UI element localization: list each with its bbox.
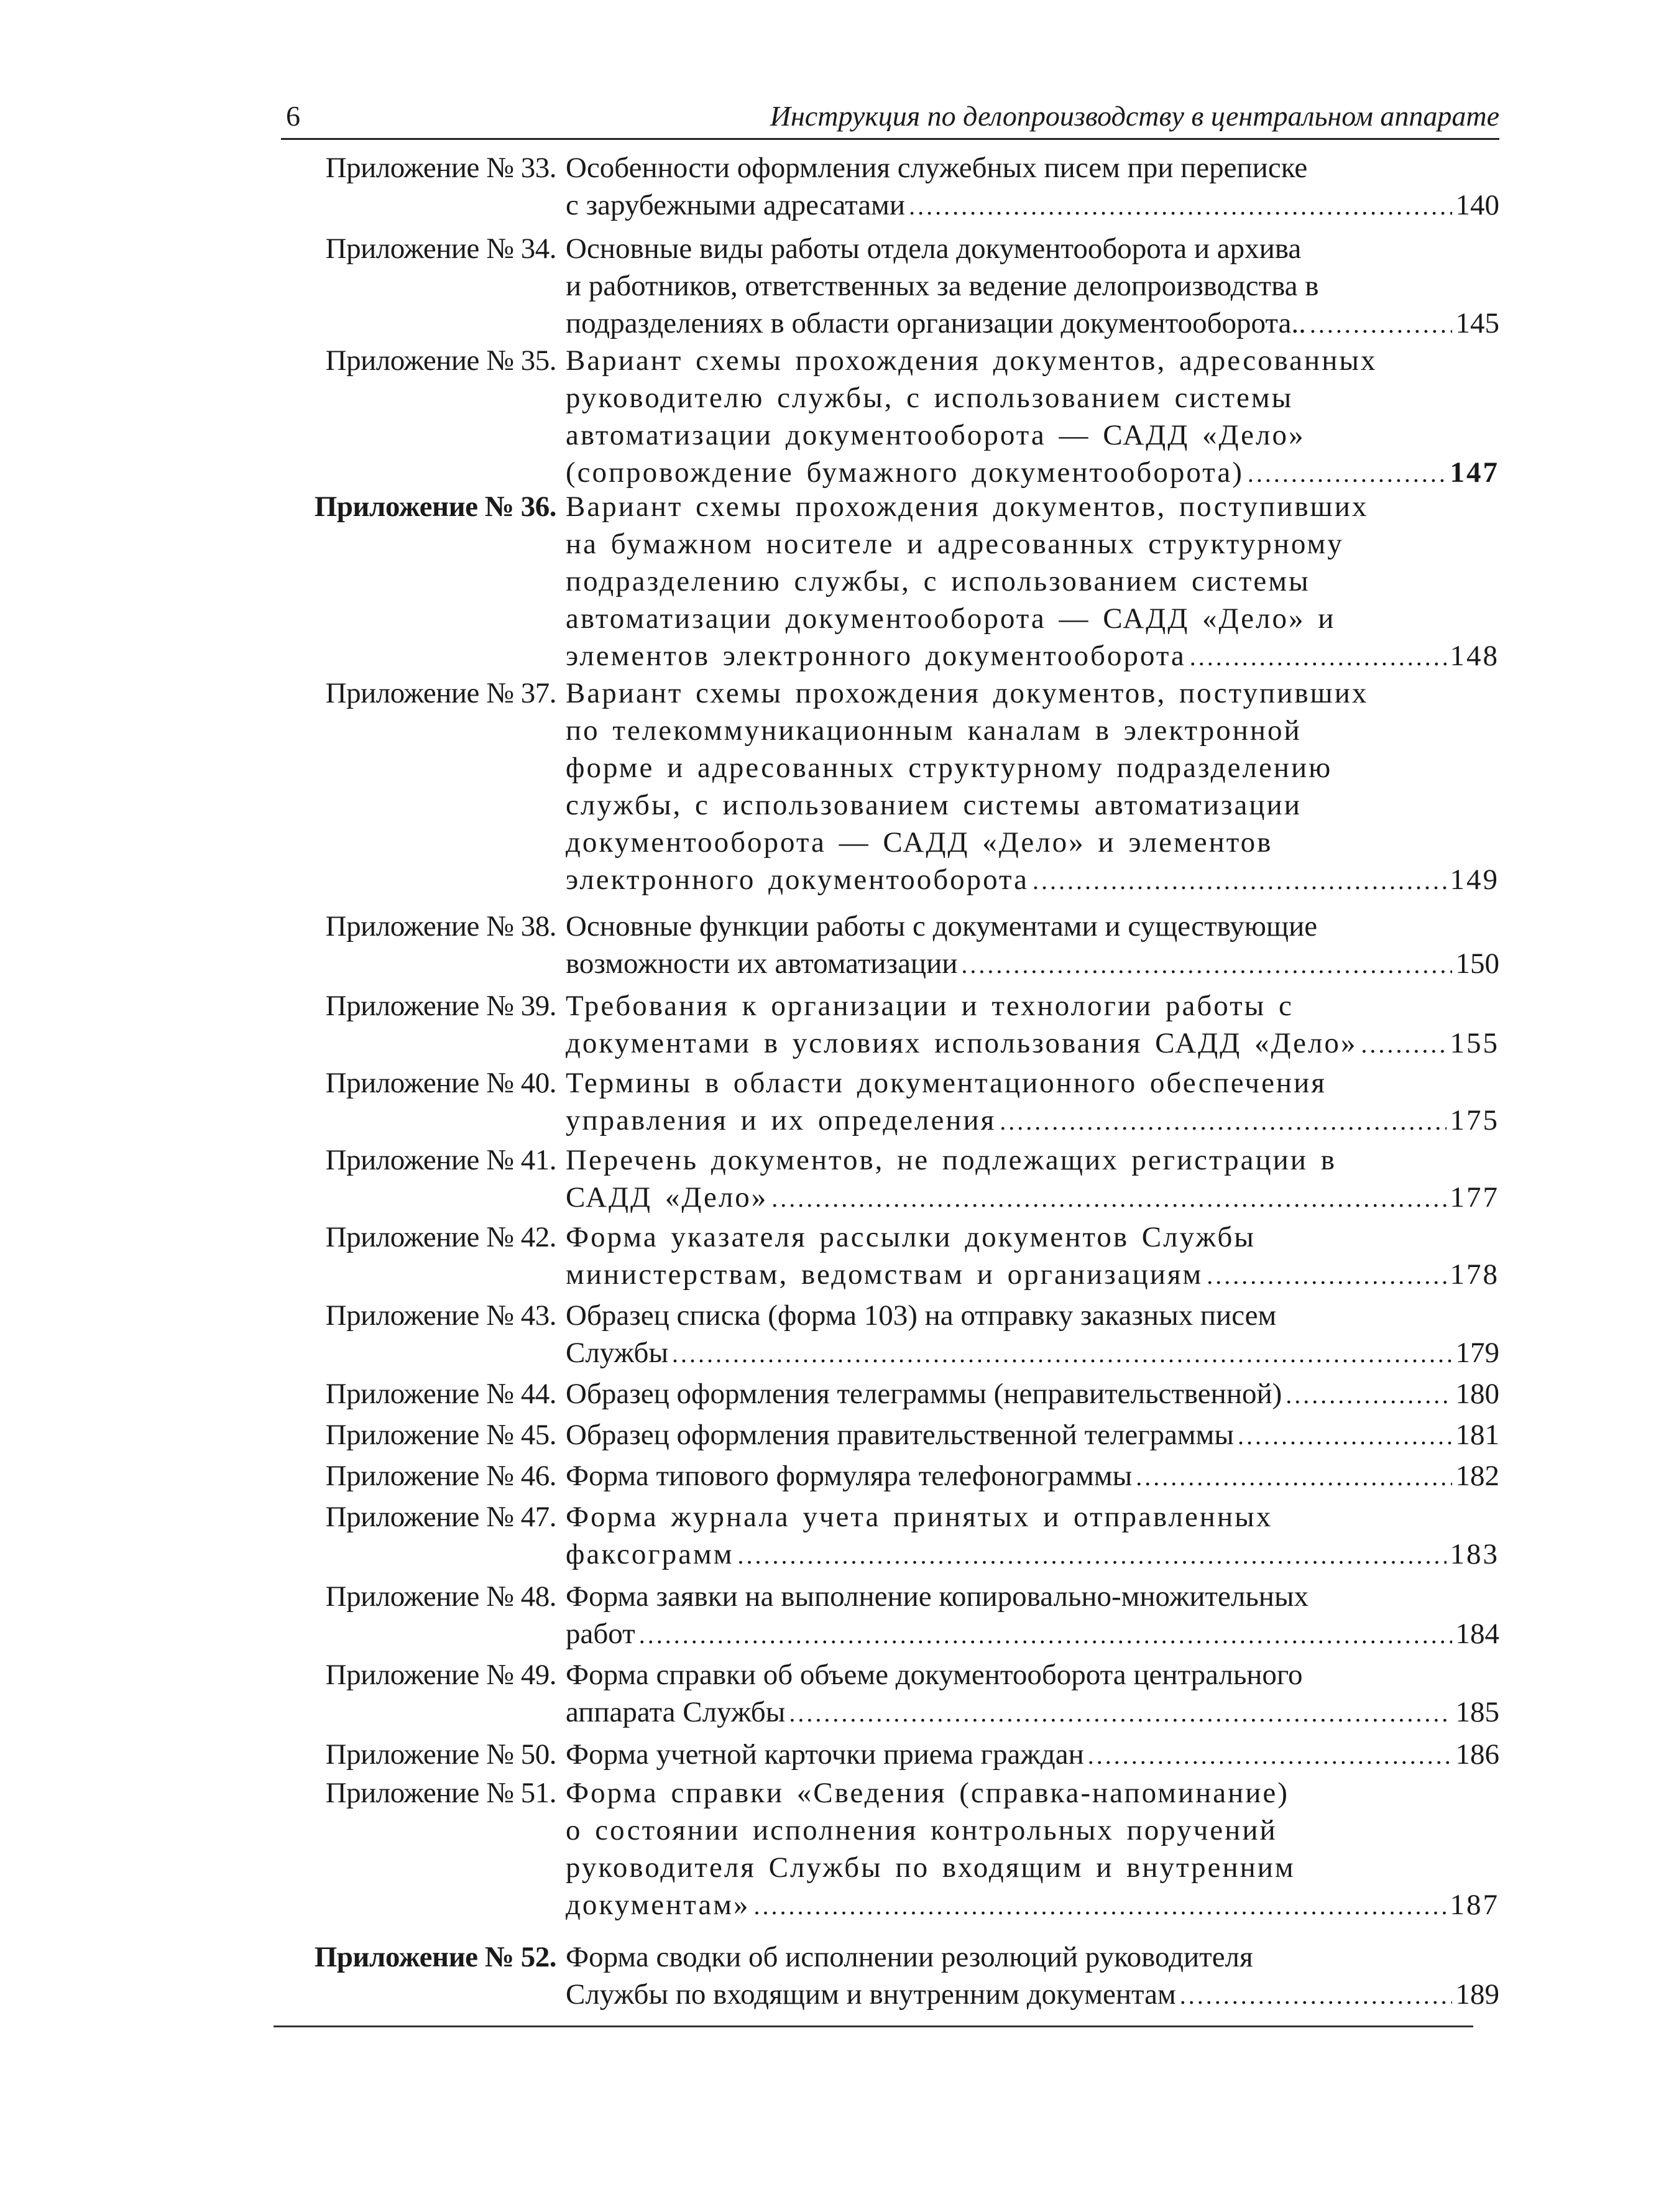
toc-entry-line: руководителя Службы по входящим и внутренним (566, 1851, 1295, 1884)
toc-entry-page-number: 184 (1455, 1618, 1499, 1650)
toc-entry (274, 342, 1499, 492)
toc-entry-page-number: 147 (1450, 456, 1499, 489)
toc-entry-label: Приложение № 40. (325, 1067, 556, 1099)
toc-entry-line: Требования к организации и технологии работы с (566, 990, 1294, 1022)
toc-entry-last-text: возможности их автоматизации (566, 947, 958, 980)
toc-entry-title (566, 1774, 1499, 1925)
toc-entry-last-text: с зарубежными адресатами (566, 189, 906, 221)
toc-entry-last-line (566, 1536, 1499, 1574)
toc-entry-page-number: 150 (1455, 947, 1499, 980)
dot-leader (789, 1695, 1451, 1732)
dot-leader (1180, 1977, 1452, 2014)
toc-entry-line: Вариант схемы прохождения документов, поступивших (566, 491, 1369, 523)
toc-entry-last-text: (сопровождение бумажного документооборота) (566, 456, 1244, 489)
toc-entry-line: Особенности оформления служебных писем при переписке (566, 152, 1308, 184)
toc-entry-line: автоматизации документооборота — САДД «Дело» и (566, 602, 1336, 635)
toc-entry-title (566, 488, 1499, 676)
toc-entry-last-text: Образец оформления телеграммы (неправительственной) (566, 1378, 1282, 1410)
toc-entry-line: автоматизации документооборота — САДД «Дело» (566, 419, 1305, 451)
toc-entry-label: Приложение № 47. (325, 1501, 556, 1533)
footer-rule (274, 2025, 1473, 2027)
toc-entry-page-number: 175 (1450, 1104, 1499, 1136)
toc-entry-line: Форма заявки на выполнение копировально-множительных (566, 1580, 1309, 1613)
toc-entry-last-line (566, 1334, 1499, 1373)
toc-entry-page-number: 179 (1455, 1337, 1499, 1369)
toc-entry-line: Форма указателя рассылки документов Службы (566, 1221, 1256, 1253)
toc-entry-last-line (566, 945, 1499, 984)
toc-entry-title (566, 230, 1499, 343)
dot-leader (1361, 1026, 1446, 1063)
toc-entry-page-number: 180 (1455, 1378, 1499, 1410)
toc-entry-title (566, 1656, 1499, 1732)
toc-entry-line: Образец списка (форма 103) на отправку заказных писем (566, 1299, 1277, 1332)
toc-entry-line: документооборота — САДД «Дело» и элементов (566, 826, 1273, 859)
toc-entry-line: Форма журнала учета принятых и отправленных (566, 1501, 1273, 1533)
running-title: Инструкция по делопроизводству в центральном аппарате (770, 100, 1499, 132)
toc-entry-last-line (566, 305, 1499, 343)
dot-leader (1136, 1459, 1451, 1496)
toc-entry-page-number: 177 (1450, 1181, 1499, 1214)
toc-entry-last-line (566, 861, 1499, 900)
toc-entry-page-number: 187 (1450, 1889, 1499, 1921)
toc-entry-label: Приложение № 39. (325, 990, 556, 1022)
page-number: 6 (286, 100, 300, 132)
toc-entry-line: форме и адресованных структурному подразделению (566, 752, 1333, 784)
toc-entry (274, 1774, 1499, 1925)
dot-leader (1190, 638, 1447, 676)
toc-entry-line: подразделению службы, с использованием системы (566, 565, 1310, 597)
toc-entry-title (566, 1219, 1499, 1294)
toc-entry-page-number: 155 (1450, 1027, 1499, 1059)
dot-leader (909, 188, 1451, 225)
dot-leader (639, 1616, 1452, 1654)
toc-entry-last-line (566, 637, 1499, 676)
toc-entry (274, 1656, 1499, 1732)
toc-entry-label: Приложение № 34. (325, 233, 556, 265)
toc-entry (274, 1578, 1499, 1654)
toc-entry-last-line (566, 454, 1499, 492)
toc-entry-title (566, 1416, 1499, 1455)
toc-entry-line: Форма справки об объеме документооборота центрального (566, 1659, 1303, 1691)
toc-entry-last-text: аппарата Службы (566, 1696, 786, 1728)
toc-entry (274, 675, 1499, 900)
toc-entry-title (566, 1938, 1499, 2014)
dot-leader (961, 946, 1451, 984)
toc-entry-label: Приложение № 33. (325, 152, 556, 184)
dot-leader (737, 1537, 1446, 1574)
toc-entry (274, 1457, 1499, 1496)
toc-entry (274, 230, 1499, 343)
toc-entry-last-text: Службы по входящим и внутренним документам (566, 1978, 1176, 2011)
toc-entry-label: Приложение № 44. (325, 1378, 556, 1410)
toc-entry-line: по телекоммуникационным каналам в электронной (566, 714, 1302, 747)
dot-leader (1207, 1257, 1446, 1294)
toc-entry-title (566, 1457, 1499, 1496)
toc-entry-line: Форма сводки об исполнении резолюций руководителя (566, 1941, 1253, 1973)
toc-entry-title (566, 1297, 1499, 1373)
toc-entry-last-text: документами в условиях использования САДД «Дело» (566, 1027, 1358, 1059)
toc-entry (274, 1498, 1499, 1574)
toc-entry-label: Приложение № 35. (325, 344, 556, 377)
toc-entry-label: Приложение № 49. (325, 1659, 556, 1691)
toc-entry-last-line (566, 1416, 1499, 1455)
toc-entry-last-text: министерствам, ведомствам и организациям (566, 1258, 1203, 1291)
toc-entry-line: Вариант схемы прохождения документов, поступивших (566, 677, 1369, 709)
toc-entry-page-number: 145 (1455, 307, 1499, 339)
toc-entry (274, 1416, 1499, 1455)
toc-entry-title (566, 1064, 1499, 1140)
toc-entry-last-line (566, 1736, 1499, 1774)
toc-entry-label: Приложение № 51. (325, 1777, 556, 1809)
toc-entry-title (566, 342, 1499, 492)
toc-entry-last-line (566, 1102, 1499, 1140)
toc-entry-line: Форма справки «Сведения (справка-напоминание) (566, 1777, 1289, 1809)
toc-entry-last-line (566, 1375, 1499, 1414)
toc-entry-line: Вариант схемы прохождения документов, адресованных (566, 344, 1378, 377)
toc-entry-page-number: 186 (1455, 1738, 1499, 1771)
toc-entry-last-text: работ (566, 1618, 635, 1650)
toc-entry-last-text: Службы (566, 1337, 669, 1369)
toc-entry (274, 1219, 1499, 1294)
dot-leader (1248, 455, 1447, 492)
toc-entry-label: Приложение № 36. (314, 491, 556, 523)
toc-entry-page-number: 181 (1455, 1419, 1499, 1451)
toc-entry-page-number: 149 (1450, 864, 1499, 896)
toc-entry (274, 1064, 1499, 1140)
toc-entry-label: Приложение № 50. (325, 1738, 556, 1771)
toc-entry-label: Приложение № 41. (325, 1144, 556, 1176)
toc-entry-line: Основные функции работы с документами и существующие (566, 910, 1318, 942)
toc-entry-title (566, 1375, 1499, 1414)
toc-entry-last-text: управления и их определения (566, 1104, 996, 1136)
toc-entry (274, 488, 1499, 676)
toc-entry (274, 1938, 1499, 2014)
dot-leader (771, 1180, 1446, 1217)
toc-entry-line: службы, с использованием системы автоматизации (566, 789, 1302, 821)
toc-entry-label: Приложение № 38. (325, 910, 556, 942)
toc-entry-last-text: Форма типового формуляра телефонограммы (566, 1460, 1133, 1492)
toc-entry (274, 1297, 1499, 1373)
toc-entry-page-number: 182 (1455, 1460, 1499, 1492)
toc-entry-line: Перечень документов, не подлежащих регистрации в (566, 1144, 1336, 1176)
toc-entry-label: Приложение № 46. (325, 1460, 556, 1492)
toc-entry-last-line (566, 1694, 1499, 1732)
toc-entry-last-line (566, 187, 1499, 225)
toc-entry (274, 987, 1499, 1063)
toc-entry-title (566, 987, 1499, 1063)
toc-entry-page-number: 140 (1455, 189, 1499, 221)
dot-leader (1033, 862, 1446, 900)
toc-entry-last-text: Образец оформления правительственной телеграммы (566, 1419, 1234, 1451)
toc-entry-last-text: САДД «Дело» (566, 1181, 768, 1214)
toc-entry (274, 149, 1499, 225)
toc-entry-last-text: подразделениях в области организации документооборота.. (566, 307, 1306, 339)
toc-entry-last-line (566, 1025, 1499, 1063)
toc-entry-line: Основные виды работы отдела документооборота и архива (566, 233, 1302, 265)
toc-entry-label: Приложение № 43. (325, 1299, 556, 1332)
dot-leader (1310, 306, 1452, 343)
toc-entry (274, 1375, 1499, 1414)
toc-entry-page-number: 183 (1450, 1538, 1499, 1570)
toc-entry-line: Термины в области документационного обеспечения (566, 1067, 1327, 1099)
dot-leader (672, 1335, 1451, 1373)
toc-entry-last-line (566, 1976, 1499, 2014)
toc-entry-last-text: документам» (566, 1889, 750, 1921)
toc-entry-label: Приложение № 42. (325, 1221, 556, 1253)
toc-entry-last-text: электронного документооборота (566, 864, 1029, 896)
toc-entry-last-line (566, 1615, 1499, 1654)
toc-entry-label: Приложение № 52. (314, 1941, 556, 1973)
toc-entry-line: и работников, ответственных за ведение делопроизводства в (566, 270, 1319, 302)
toc-entry-title (566, 1498, 1499, 1574)
header-rule (281, 138, 1499, 140)
toc-entry-line: на бумажном носителе и адресованных структурному (566, 528, 1344, 560)
toc-entry (274, 1141, 1499, 1217)
toc-entry-title (566, 1141, 1499, 1217)
toc-entry-page-number: 189 (1455, 1978, 1499, 2011)
toc-entry-last-text: факсограмм (566, 1538, 734, 1570)
toc-entry-title (566, 908, 1499, 984)
toc-entry-page-number: 178 (1450, 1258, 1499, 1291)
dot-leader (753, 1887, 1446, 1925)
toc-entry-last-line (566, 1886, 1499, 1925)
dot-leader (1286, 1376, 1451, 1414)
page-header (281, 93, 1499, 137)
toc-entry-last-line (566, 1457, 1499, 1496)
toc-entry (274, 908, 1499, 984)
toc-entry-label: Приложение № 48. (325, 1580, 556, 1613)
toc-entry-label: Приложение № 45. (325, 1419, 556, 1451)
toc-entry-last-text: Форма учетной карточки приема граждан (566, 1738, 1084, 1771)
toc-entry-last-text: элементов электронного документооборота (566, 640, 1186, 672)
toc-entry-line: о состоянии исполнения контрольных поручений (566, 1814, 1277, 1846)
toc-entry-line: руководителю службы, с использованием системы (566, 382, 1294, 414)
toc-entry-label: Приложение № 37. (325, 677, 556, 709)
toc-entry (274, 1736, 1499, 1774)
toc-entry-last-line (566, 1179, 1499, 1217)
toc-entry-page-number: 148 (1450, 640, 1499, 672)
dot-leader (1000, 1103, 1446, 1140)
toc-entry-title (566, 149, 1499, 225)
toc-entry-title (566, 1578, 1499, 1654)
toc-entry-last-line (566, 1256, 1499, 1294)
dot-leader (1088, 1737, 1452, 1774)
dot-leader (1238, 1417, 1452, 1455)
toc-entry-title (566, 675, 1499, 900)
toc-entry-title (566, 1736, 1499, 1774)
toc-entry-page-number: 185 (1455, 1696, 1499, 1728)
